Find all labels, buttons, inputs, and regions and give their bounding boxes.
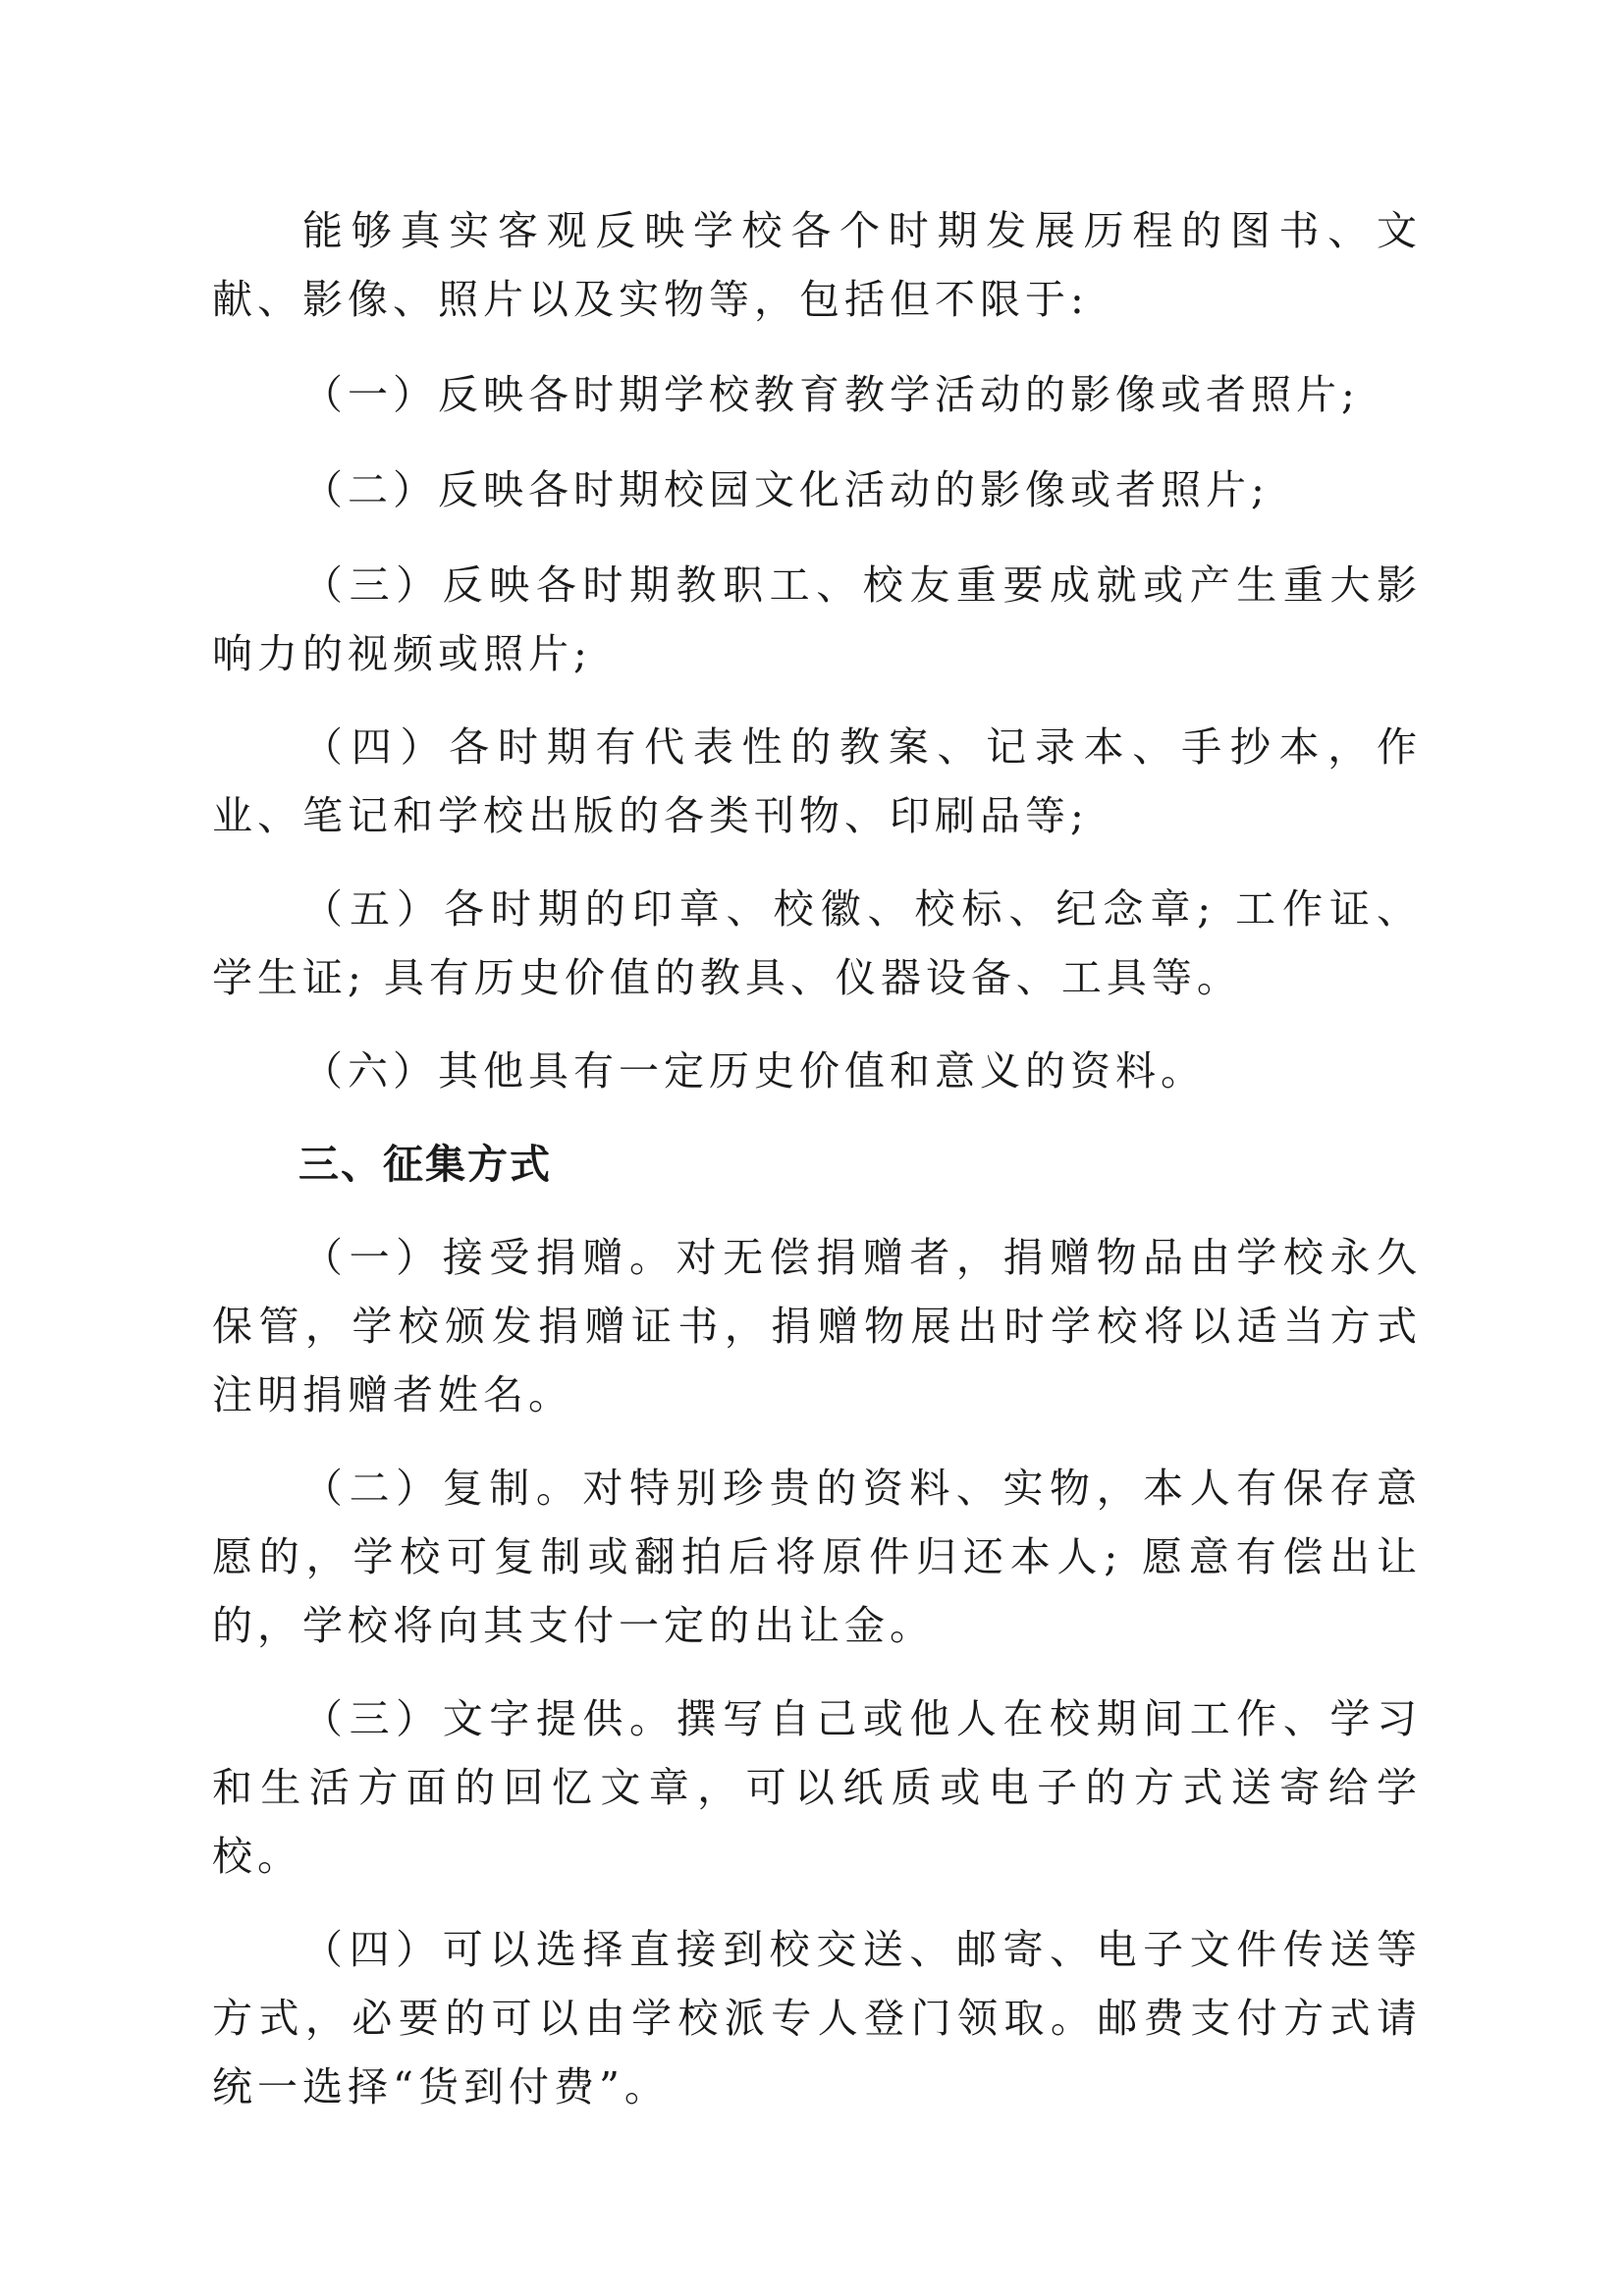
scope-item-5: （五）各时期的印章、校徽、校标、纪念章; 工作证、学生证; 具有历史价值的教具、仪器设备、工具等。: [212, 885, 1422, 1001]
intro-paragraph: 能够真实客观反映学校各个时期发展历程的图书、文献、影像、照片以及实物等，包括但不限于:: [212, 207, 1422, 323]
scope-item-1: （一）反映各时期学校教育教学活动的影像或者照片;: [302, 371, 1360, 418]
section-heading: 三、征集方式: [298, 1141, 552, 1188]
method-item-2: （二）复制。对特别珍贵的资料、实物，本人有保存意愿的，学校可复制或翻拍后将原件归还本人; 愿意有偿出让的，学校将向其支付一定的出让金。: [212, 1465, 1422, 1649]
method-item-1: （一）接受捐赠。对无偿捐赠者，捐赠物品由学校永久保管，学校颁发捐赠证书，捐赠物展出时学校将以适当方式注明捐赠者姓名。: [212, 1234, 1422, 1418]
document-page: [212, 196, 1422, 2121]
scope-item-6: （六）其他具有一定历史价值和意义的资料。: [302, 1047, 1206, 1095]
scope-item-3: （三）反映各时期教职工、校友重要成就或产生重大影响力的视频或照片;: [212, 561, 1422, 677]
method-item-3: （三）文字提供。撰写自己或他人在校期间工作、学习和生活方面的回忆文章，可以纸质或电子的方式送寄给学校。: [212, 1695, 1422, 1880]
scope-item-2: （二）反映各时期校园文化活动的影像或者照片;: [302, 466, 1270, 513]
method-item-4: （四）可以选择直接到校交送、邮寄、电子文件传送等方式，必要的可以由学校派专人登门领取。邮费支付方式请统一选择“货到付费”。: [212, 1926, 1422, 2110]
scope-item-4: （四）各时期有代表性的教案、记录本、手抄本，作业、笔记和学校出版的各类刊物、印刷品等;: [212, 723, 1422, 839]
